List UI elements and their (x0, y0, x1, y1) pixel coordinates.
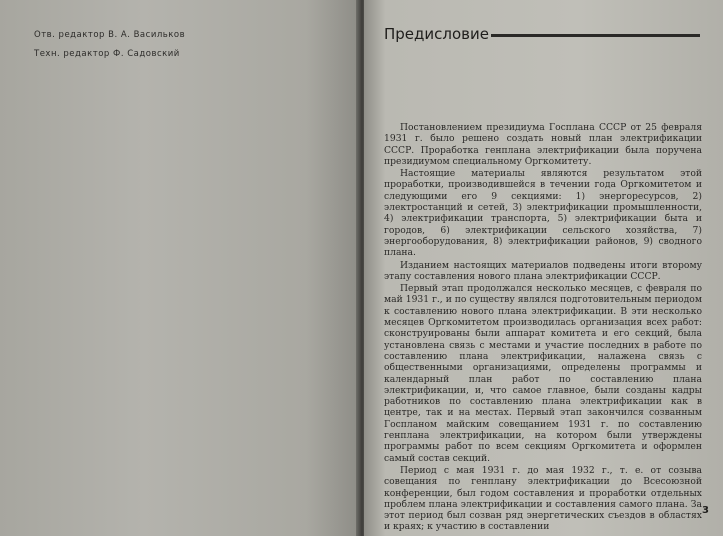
paragraph: Изданием настоящих материалов подведены итоги второму этапу составления нового плана электрификации СССР. (384, 259, 702, 282)
page-title: Предисловие (384, 25, 489, 43)
responsible-editor-credit: Отв. редактор В. А. Васильков (34, 30, 186, 40)
title-rule (491, 34, 700, 37)
editor-credits (34, 30, 185, 68)
technical-editor-credit: Техн. редактор Ф. Садовский (34, 49, 180, 59)
paragraph: Постановлением президиума Госплана СССР от 25 февраля 1931 г. было решено создать новый план электрификации СССР. Проработка генплана электрификации была поручена президиумом специальному Оргкомитету. (384, 122, 702, 167)
paragraph: Настоящие материалы являются результатом этой проработки, производившейся в течении года Оргкомитетом и следующими его 9 секциями: 1) энергоресурсов, 2) электростанций и сетей, 3) электрификации промышленности, 4) электрификации транспорта, 5) электрификации быта и городов, 6) электрификации сельского хозяйства, 7) энергооборудования, 8) электрификации районов, 9) сводного плана. (384, 168, 702, 259)
paragraph: Период с мая 1931 г. до мая 1932 г., т. е. от созыва совещания по генплану электрификации до Всесоюзной конференции, был годом составления и проработки отдельных проблем плана электрификации и составления самого плана. За этот период был созван ряд энергетических съездов в областях и краях; к участию в составлении (384, 464, 702, 533)
left-page (0, 0, 360, 536)
preface-body (384, 122, 702, 534)
title-row (384, 24, 700, 44)
page-number: 3 (702, 505, 709, 516)
paragraph: Первый этап продолжался несколько месяцев, с февраля по май 1931 г., и по существу являлся подготовительным периодом к составлению нового плана электрификации. В эти несколько месяцев Оргкомитетом производилась организация всех работ: сконструированы были аппарат комитета и его секций, была установлена связь с местами и участие последних в работе по составлению плана электрификации, налажена связь с общественными организациями, определены программы и календарный план работ по составлению плана электрификации, и, что самое главное, были созданы кадры работников по составлению плана электрификации как в центре, так и на местах. Первый этап закончился созванным Госпланом майским совещанием 1931 г. по составлению генплана электрификации, на котором были утверждены программы работ по всем секциям Оргкомитета и оформлен самый состав секций. (384, 283, 702, 464)
